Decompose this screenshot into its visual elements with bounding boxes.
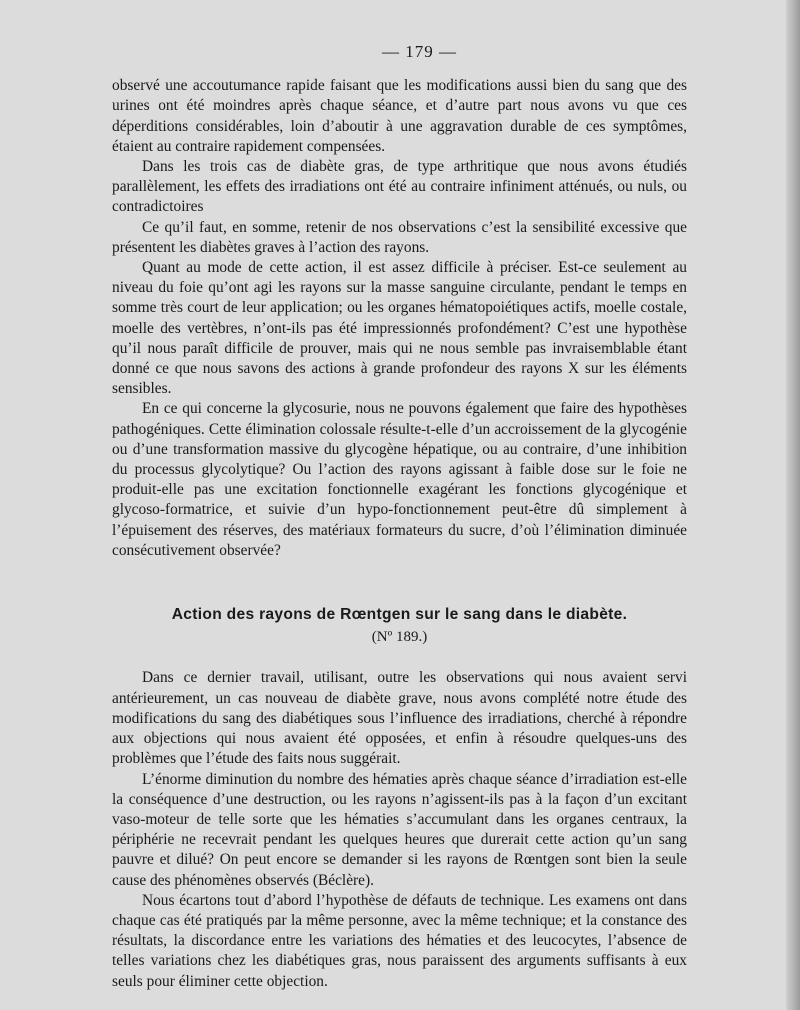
paragraph: En ce qui concerne la glycosurie, nous ne pouvons également que faire des hypothèses pathogéniques. Cette élimination colossale résulte-t-elle d’un accroissement de la glycogénie ou d’une transformation massive du glycogène hépatique, ou au contraire, d’une inhibition du processus glycolytique? Ou l’action des rayons agissant à faible dose sur le foie ne produit-elle pas une excitation fonctionnelle exagérant les fonctions glycogénique et glycoso-formatrice, et suivie d’un hypo-fonctionnement peut-être dû simplement à l’épuisement des réserves, des matériaux formateurs du sucre, d’où l’élimination diminuée consécutivement observée? bbox=[112, 400, 687, 559]
page-content bbox=[112, 42, 687, 992]
page-number: — 179 — bbox=[382, 42, 457, 61]
section-reference: (Nº 189.) bbox=[371, 629, 428, 646]
paragraph-continuation: observé une accoutumance rapide faisant que les modifications aussi bien du sang que des urines ont été moindres après chaque séance, et d’autre part nous avons vu que ces déperditions considérables, loin d’aboutir à une aggravation durable de ces symptômes, étaient au contraire rapidement compensées. bbox=[112, 77, 687, 155]
paragraph: Nous écartons tout d’abord l’hypothèse de défauts de technique. Les examens ont dans chaque cas été pratiqués par la même personne, avec la même technique; et la constance des résultats, la discordance entre les variations des hématies et des leucocytes, l’absence de telles variations chez les diabétiques gras, nous paraissent des arguments suffisants à eux seuls pour éliminer cette objection. bbox=[112, 891, 687, 990]
paragraph: Dans les trois cas de diabète gras, de type arthritique que nous avons étudiés parallèlement, les effets des irradiations ont été au contraire infiniment atténués, ou nuls, ou contradictoires bbox=[112, 158, 687, 216]
paragraph: L’énorme diminution du nombre des hématies après chaque séance d’irradiation est-elle la conséquence d’une destruction, ou les rayons n’agissent-ils pas à la façon d’un excitant vaso-moteur de telle sorte que les hématies s’accumulant dans les organes centraux, la périphérie ne recevrait pendant les quelques heures que durerait cette action qu’un sang pauvre et dilué? On peut encore se demander si les rayons de Rœntgen sont bien la seule cause des phénomènes observés (Béclère). bbox=[112, 770, 687, 889]
paragraph: Ce qu’il faut, en somme, retenir de nos observations c’est la sensibilité excessive que présentent les diabètes graves à l’action des rayons. bbox=[112, 218, 687, 256]
paragraph: Dans ce dernier travail, utilisant, outre les observations qui nous avaient servi antérieurement, un cas nouveau de diabète grave, nous avons complété notre étude des modifications du sang des diabétiques sous l’influence des irradiations, cherché à répondre aux objections qui nous avaient été opposées, et enfin à résoudre quelques-uns des problèmes que l’étude des faits nous suggérait. bbox=[112, 669, 687, 768]
section-heading: Action des rayons de Rœntgen sur le sang dans le diabète. bbox=[171, 606, 628, 624]
paragraph: Quant au mode de cette action, il est assez difficile à préciser. Est-ce seulement au niveau du foie qu’ont agi les rayons sur la masse sanguine circulante, pendant le temps en somme très court de leur application; ou les organes hématopoiétiques actifs, moelle costale, moelle des vertèbres, n’ont-ils pas été impressionnés profondément? C’est une hypothèse qu’il nous paraît difficile de prouver, mais qui ne nous semble pas invraisemblable étant donné ce que nous savons des actions à grande profondeur des rayons X sur les éléments sensibles. bbox=[112, 259, 687, 398]
